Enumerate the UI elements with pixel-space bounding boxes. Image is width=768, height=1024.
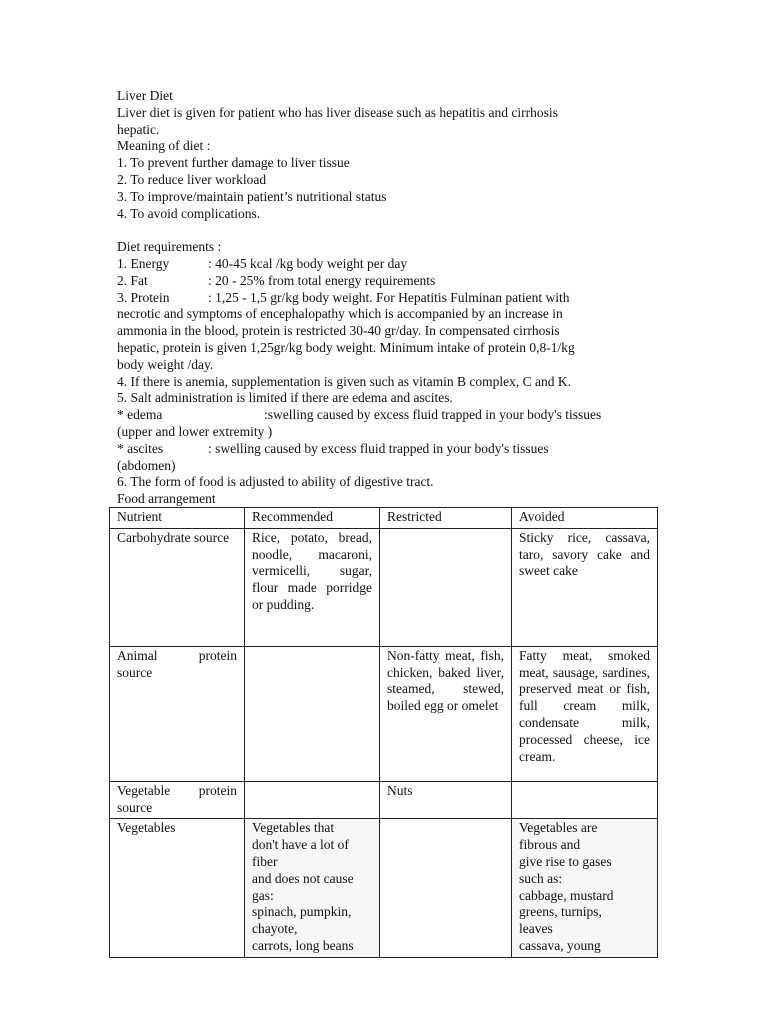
req-salt: 5. Salt administration is limited if there are edema and ascites. xyxy=(117,390,453,406)
req-ascites xyxy=(117,441,657,458)
req-protein-cont: ammonia in the blood, protein is restricted 30-40 gr/day. In compensated cirrhosis xyxy=(117,323,560,339)
cell-nutrient: Vegetables xyxy=(110,819,245,957)
table-row xyxy=(110,819,658,957)
req-protein xyxy=(117,290,657,307)
cell-avoided: Fatty meat, smoked meat, sausage, sardines, preserved meat or fish, full cream milk, condensate milk, processed cheese, ice cream. xyxy=(512,646,658,781)
cell-line: Vegetables that xyxy=(252,820,335,836)
cell-recommended xyxy=(245,781,380,819)
cell-recommended xyxy=(245,819,380,957)
cell-line: fiber xyxy=(252,853,278,869)
food-arrangement-table xyxy=(109,507,658,958)
header-avoided: Avoided xyxy=(512,508,658,529)
cell-line: don't have a lot of xyxy=(252,837,349,853)
intro-line: Liver diet is given for patient who has liver disease such as hepatitis and cirrhosis xyxy=(117,104,558,120)
req-edema-label: * edema xyxy=(117,407,163,423)
req-energy xyxy=(117,256,657,273)
meaning-item: 3. To improve/maintain patient’s nutritional status xyxy=(117,188,387,204)
header-recommended: Recommended xyxy=(245,508,380,529)
cell-line: such as: xyxy=(519,870,563,886)
cell-line: spinach, pumpkin, xyxy=(252,904,352,920)
cell-line: cassava, young xyxy=(519,937,601,953)
req-energy-value: : 40-45 kcal /kg body weight per day xyxy=(208,255,408,271)
cell-line: fibrous and xyxy=(519,837,581,853)
meaning-item: 4. To avoid complications. xyxy=(117,205,261,221)
meaning-heading: Meaning of diet : xyxy=(117,138,211,154)
cell-nutrient: Vegetable protein source xyxy=(110,781,245,819)
cell-line: and does not cause xyxy=(252,870,354,886)
requirements-heading: Diet requirements : xyxy=(117,239,222,255)
cell-restricted: Nuts xyxy=(380,781,512,819)
cell-line: Vegetables are xyxy=(519,820,598,836)
cell-avoided: Sticky rice, cassava, taro, savory cake and sweet cake xyxy=(512,528,658,646)
cell-restricted xyxy=(380,528,512,646)
cell-line: carrots, long beans xyxy=(252,937,354,953)
req-edema-value: :swelling caused by excess fluid trapped in your body's tissues xyxy=(264,407,602,423)
table-row xyxy=(110,646,658,781)
req-ascites-label: * ascites xyxy=(117,440,164,456)
header-restricted: Restricted xyxy=(380,508,512,529)
req-anemia: 4. If there is anemia, supplementation is given such as vitamin B complex, C and K. xyxy=(117,373,572,389)
req-protein-value: : 1,25 - 1,5 gr/kg body weight. For Hepatitis Fulminan patient with xyxy=(208,289,570,305)
spacer xyxy=(117,222,657,239)
cell-avoided xyxy=(512,781,658,819)
cell-nutrient: Carbohydrate source xyxy=(110,528,245,646)
req-fat-value: : 20 - 25% from total energy requirements xyxy=(208,272,436,288)
table-row xyxy=(110,528,658,646)
food-heading: Food arrangement xyxy=(117,491,216,507)
document-body xyxy=(117,88,657,508)
cell-restricted: Non-fatty meat, fish, chicken, baked liver, steamed, stewed, boiled egg or omelet xyxy=(380,646,512,781)
cell-line: give rise to gases xyxy=(519,853,612,869)
table-row xyxy=(110,781,658,819)
table-header-row xyxy=(110,508,658,529)
req-ascites-value: : swelling caused by excess fluid trapped in your body's tissues xyxy=(208,440,549,456)
meaning-item: 1. To prevent further damage to liver tissue xyxy=(117,155,350,171)
req-ascites-cont: (abdomen) xyxy=(117,457,176,473)
meaning-item: 2. To reduce liver workload xyxy=(117,171,267,187)
req-fat xyxy=(117,273,657,290)
header-nutrient: Nutrient xyxy=(110,508,245,529)
req-protein-label: 3. Protein xyxy=(117,289,170,305)
req-energy-label: 1. Energy xyxy=(117,255,170,271)
req-edema xyxy=(117,407,657,424)
cell-line: leaves xyxy=(519,921,553,937)
req-protein-cont: body weight /day. xyxy=(117,356,214,372)
cell-avoided xyxy=(512,819,658,957)
cell-line: greens, turnips, xyxy=(519,904,602,920)
doc-title: Liver Diet xyxy=(117,88,173,103)
req-form: 6. The form of food is adjusted to ability of digestive tract. xyxy=(117,474,434,490)
intro-line: hepatic. xyxy=(117,121,160,137)
cell-line: gas: xyxy=(252,887,274,903)
req-fat-label: 2. Fat xyxy=(117,272,148,288)
cell-restricted xyxy=(380,819,512,957)
cell-nutrient: Animal protein source xyxy=(110,646,245,781)
cell-line: cabbage, mustard xyxy=(519,887,614,903)
cell-recommended xyxy=(245,646,380,781)
cell-recommended: Rice, potato, bread, noodle, macaroni, vermicelli, sugar, flour made porridge or pudding. xyxy=(245,528,380,646)
req-protein-cont: necrotic and symptoms of encephalopathy which is accompanied by an increase in xyxy=(117,306,563,322)
req-edema-cont: (upper and lower extremity ) xyxy=(117,423,273,439)
cell-line: chayote, xyxy=(252,921,298,937)
req-protein-cont: hepatic, protein is given 1,25gr/kg body weight. Minimum intake of protein 0,8-1/kg xyxy=(117,339,575,355)
